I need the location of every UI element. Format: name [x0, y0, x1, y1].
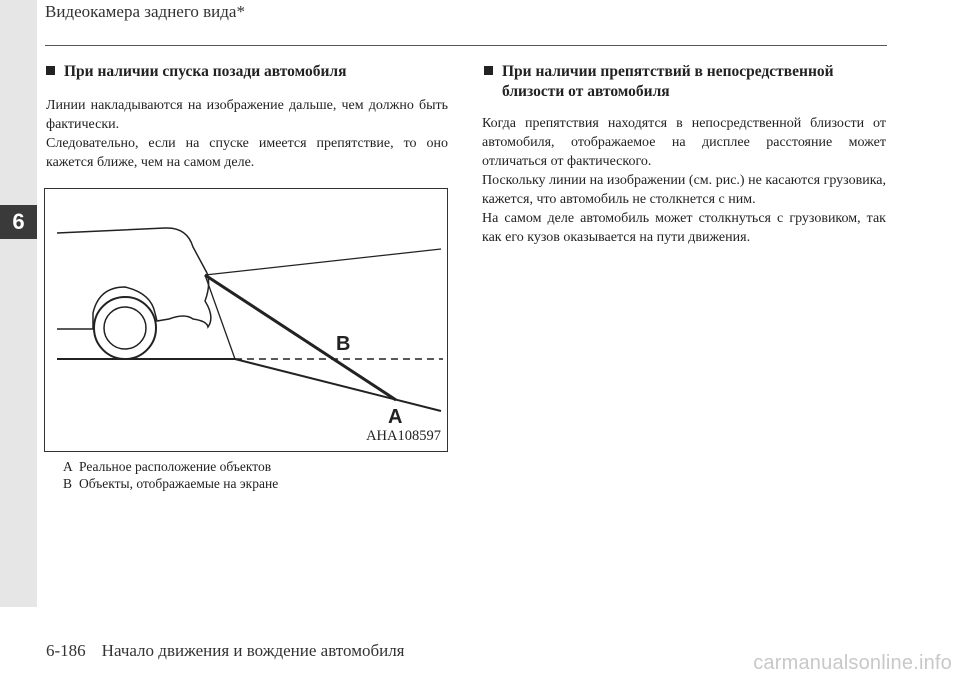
right-heading-line-1: При наличии препятствий в непосредственной: [502, 63, 834, 80]
car-body-outline: [57, 228, 207, 273]
label-b: B: [336, 333, 351, 355]
right-paragraph-1: Когда препятствия находятся в непосредственной близости от автомобиля, отображаемое на дисплее расстояние может отличаться от фактического.: [482, 116, 886, 169]
square-bullet-icon: [484, 66, 493, 75]
right-paragraph-3: На самом деле автомобиль может столкнуться с грузовиком, так как его кузов оказывается на пути движения.: [482, 211, 886, 245]
chapter-tab[interactable]: 6: [0, 205, 37, 239]
legend-key-b: B: [63, 476, 73, 491]
footer-section-title: Начало движения и вождение автомобиля: [101, 641, 405, 660]
figure-id: AHA108597: [366, 428, 441, 444]
right-paragraph-2: Поскольку линии на изображении (см. рис.) не касаются грузовика, кажется, что автомобиль не столкнется с ним.: [482, 173, 886, 207]
right-heading-line-2: близости от автомобиля: [502, 83, 670, 100]
page-number: 6-186: [46, 641, 86, 660]
legend-text-a: Реальное расположение объектов: [79, 459, 272, 474]
running-header: Видеокамера заднего вида*: [45, 2, 245, 21]
legend-key-a: A: [63, 459, 73, 474]
legend-text-b: Объекты, отображаемые на экране: [79, 476, 279, 491]
watermark: carmanualsonline.info: [753, 652, 952, 674]
left-paragraph-1: Линии накладываются на изображение дальше, чем должно быть фактически.: [46, 98, 448, 132]
slope-diagram-drawing: [45, 189, 449, 453]
chapter-sidebar: [0, 0, 37, 607]
square-bullet-icon: [46, 66, 55, 75]
camera-lower-view-line: [205, 275, 235, 359]
header-rule: [45, 45, 887, 46]
figure-legend: [63, 458, 278, 492]
legend-item-a: [63, 458, 278, 475]
page-footer: [46, 641, 405, 661]
left-heading-text: При наличии спуска позади автомобиля: [64, 63, 347, 80]
right-section-heading: [484, 62, 888, 102]
left-section-heading: [46, 62, 446, 82]
slope-diagram: [44, 188, 448, 452]
camera-upper-view-line: [205, 249, 441, 275]
slope-ground-line: [235, 359, 441, 411]
left-paragraph-2: Следовательно, если на спуске имеется препятствие, то оно кажется ближе, чем на самом деле.: [46, 136, 448, 170]
wheel-rim: [104, 307, 146, 349]
camera-guide-line: [205, 275, 396, 400]
label-a: A: [388, 406, 403, 428]
car-rear-outline: [57, 273, 211, 329]
legend-item-b: [63, 475, 278, 492]
